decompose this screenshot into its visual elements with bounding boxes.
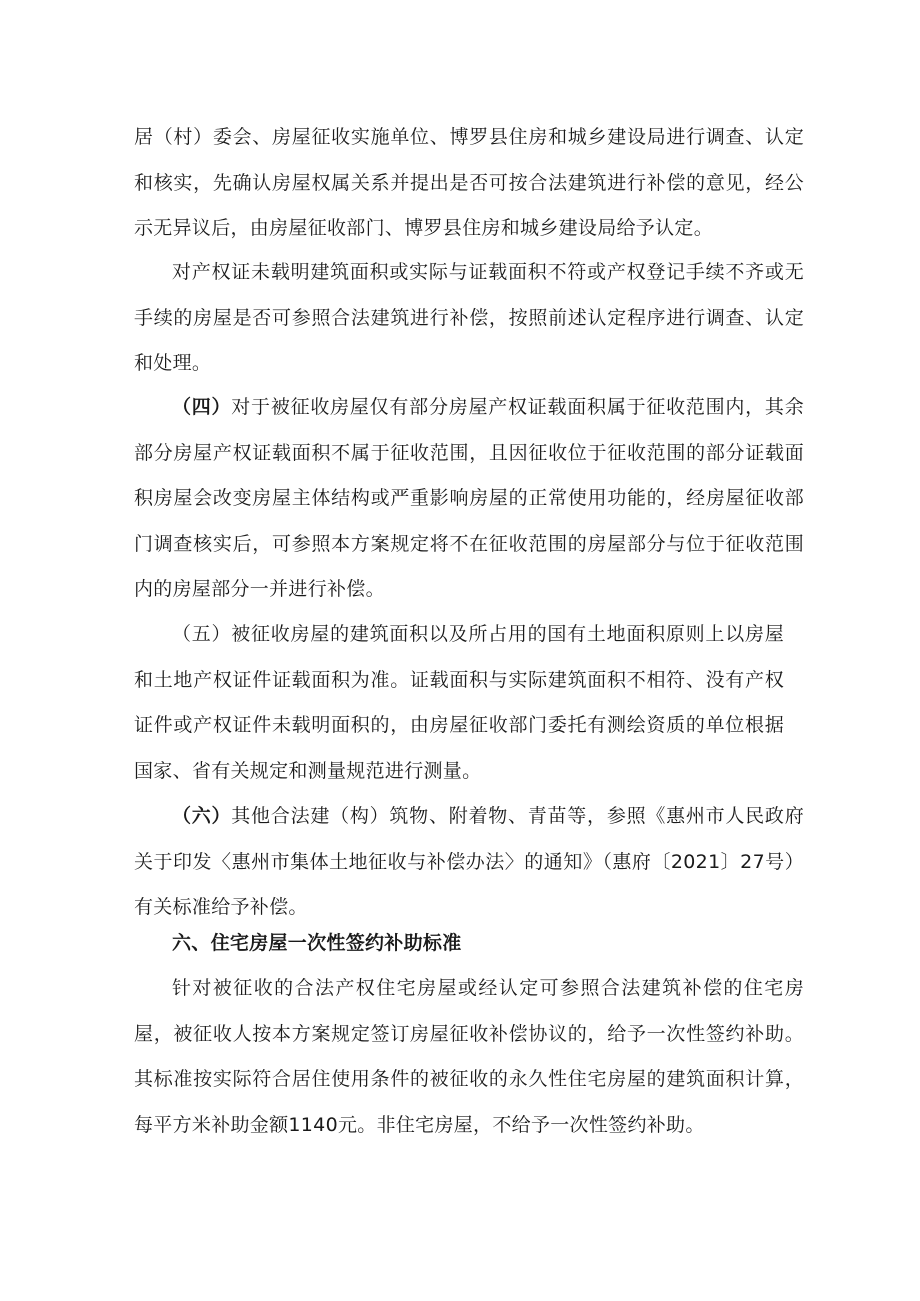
paragraph-text: 居（村）委会、房屋征收实施单位、博罗县住房和城乡建设局进行调查、认定和核实，先确认房屋权属关系并提出是否可按合法建筑进行补偿的意见，经公示无异议后，由房屋征收部门、博罗县住房和城乡建设局给予认定。 <box>134 126 804 239</box>
paragraph-item-5 <box>134 612 784 794</box>
item-label: （四） <box>172 396 232 418</box>
paragraph-text: 其他合法建（构）筑物、附着物、青苗等，参照《惠州市人民政府关于印发〈惠州市集体土地征收与补偿办法〉的通知》（惠府〔2021〕27号）有关标准给予补偿。 <box>134 805 804 918</box>
paragraph-item-4 <box>134 385 804 613</box>
paragraph-text: 针对被征收的合法产权住宅房屋或经认定可参照合法建筑补偿的住宅房屋，被征收人按本方案规定签订房屋征收补偿协议的，给予一次性签约补助。其标准按实际符合居住使用条件的被征收的永久性住宅房屋的建筑面积计算，每平方米补助金额1140元。非住宅房屋，不给予一次性签约补助。 <box>134 977 804 1136</box>
paragraph-unregistered-area <box>134 250 804 387</box>
paragraph-signing-subsidy <box>134 966 804 1148</box>
paragraph-item-6 <box>134 794 804 931</box>
item-label: （六） <box>172 805 232 827</box>
item-label: （五） <box>172 623 232 645</box>
paragraph-text: 被征收房屋的建筑面积以及所占用的国有土地面积原则上以房屋和土地产权证件证载面积为准。证载面积与实际建筑面积不相符、没有产权证件或产权证件未载明面积的，由房屋征收部门委托有测绘资质的单位根据国家、省有关规定和测量规范进行测量。 <box>134 623 785 782</box>
paragraph-text: 对产权证未载明建筑面积或实际与证载面积不符或产权登记手续不齐或无手续的房屋是否可参照合法建筑进行补偿，按照前述认定程序进行调查、认定和处理。 <box>134 261 804 374</box>
section-heading: 六、住宅房屋一次性签约补助标准 <box>172 932 462 954</box>
paragraph-continuation <box>134 115 804 252</box>
paragraph-text: 对于被征收房屋仅有部分房屋产权证载面积属于征收范围内，其余部分房屋产权证载面积不属于征收范围，且因征收位于征收范围的部分证载面积房屋会改变房屋主体结构或严重影响房屋的正常使用功能的，经房屋征收部门调查核实后，可参照本方案规定将不在征收范围的房屋部分与位于征收范围内的房屋部分一并进行补偿。 <box>134 396 804 600</box>
